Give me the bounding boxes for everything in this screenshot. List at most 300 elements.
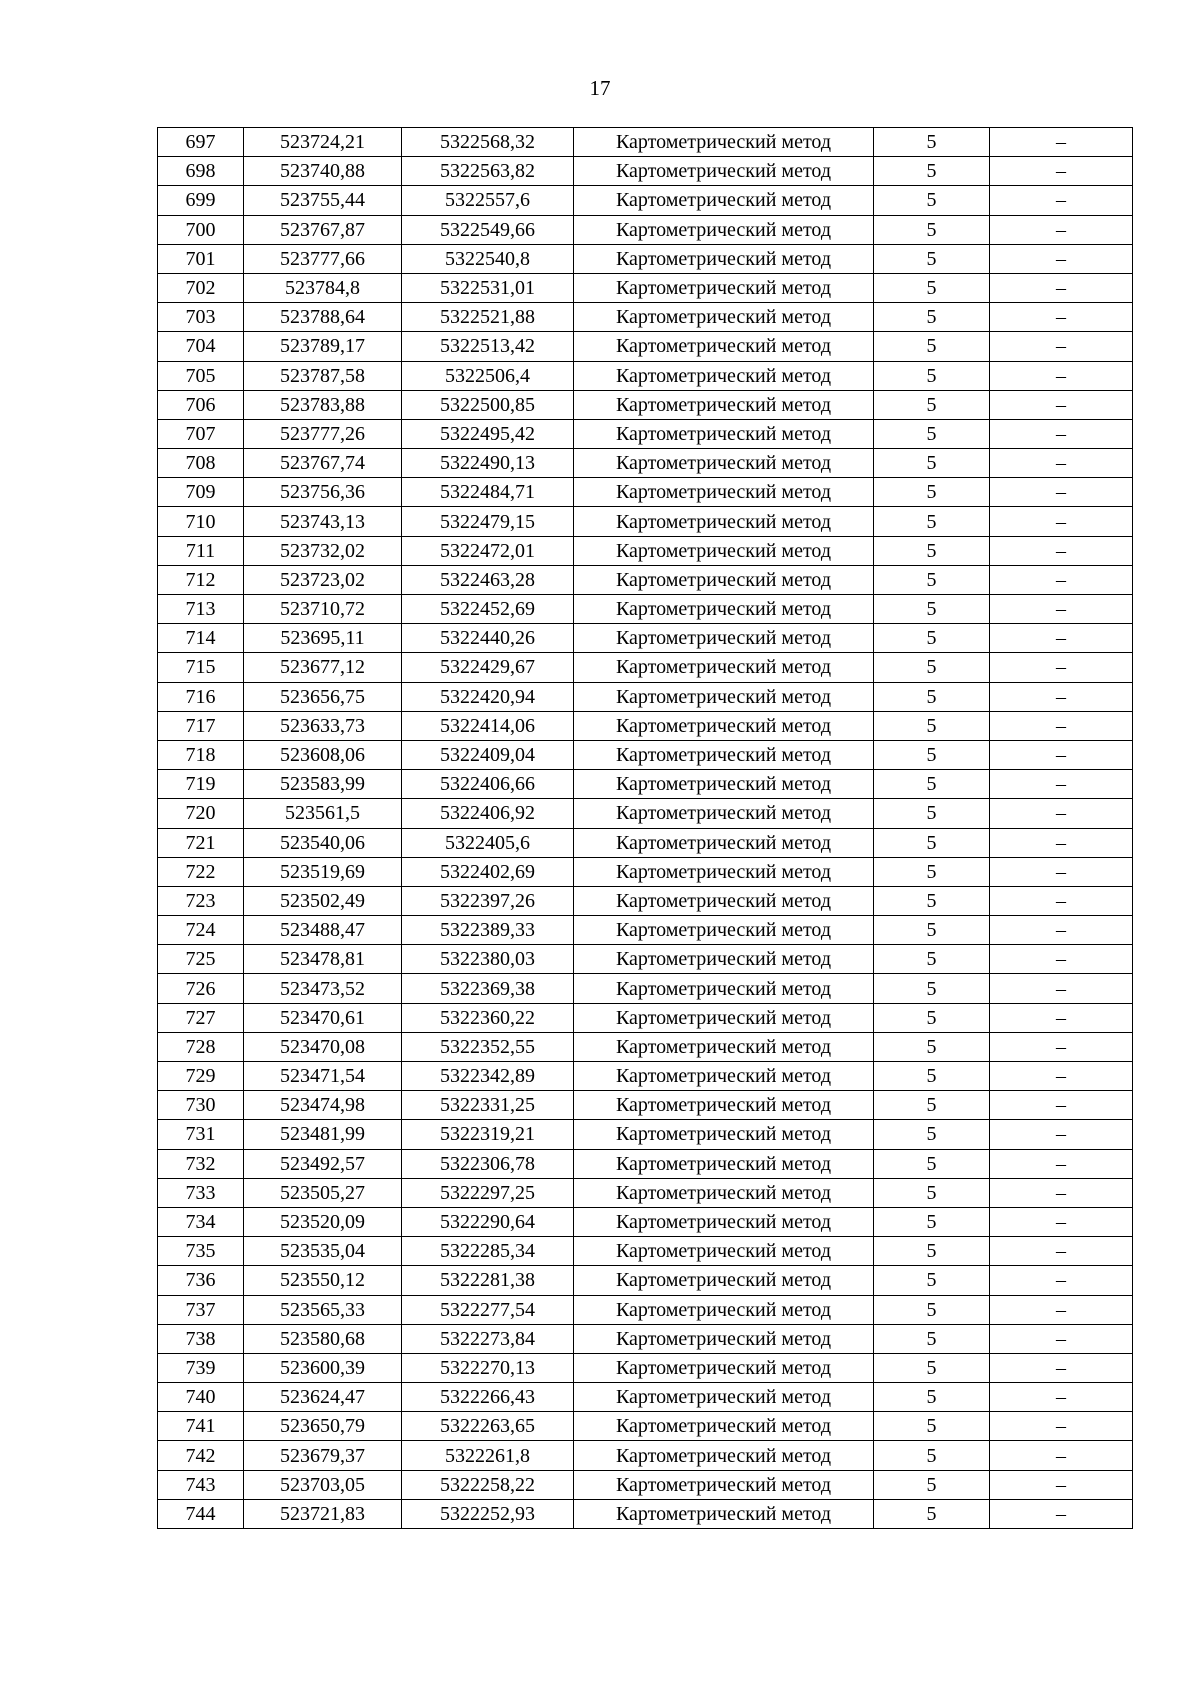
point-number-cell: 732 [158, 1149, 244, 1178]
y-coordinate-cell: 5322352,55 [402, 1032, 574, 1061]
x-coordinate-cell: 523756,36 [244, 478, 402, 507]
accuracy-cell: 5 [874, 1383, 990, 1412]
description-cell: – [990, 770, 1133, 799]
x-coordinate-cell: 523703,05 [244, 1470, 402, 1499]
x-coordinate-cell: 523755,44 [244, 186, 402, 215]
description-cell: – [990, 186, 1133, 215]
table-row [158, 390, 1133, 419]
accuracy-cell: 5 [874, 215, 990, 244]
point-number-cell: 708 [158, 449, 244, 478]
x-coordinate-cell: 523767,74 [244, 449, 402, 478]
method-cell: Картометрический метод [574, 1003, 874, 1032]
accuracy-cell: 5 [874, 1120, 990, 1149]
method-cell: Картометрический метод [574, 711, 874, 740]
point-number-cell: 727 [158, 1003, 244, 1032]
y-coordinate-cell: 5322397,26 [402, 886, 574, 915]
description-cell: – [990, 1032, 1133, 1061]
method-cell: Картометрический метод [574, 361, 874, 390]
y-coordinate-cell: 5322563,82 [402, 157, 574, 186]
table-row [158, 1266, 1133, 1295]
accuracy-cell: 5 [874, 1353, 990, 1382]
table-row [158, 1470, 1133, 1499]
point-number-cell: 710 [158, 507, 244, 536]
accuracy-cell: 5 [874, 390, 990, 419]
method-cell: Картометрический метод [574, 1324, 874, 1353]
y-coordinate-cell: 5322360,22 [402, 1003, 574, 1032]
method-cell: Картометрический метод [574, 653, 874, 682]
description-cell: – [990, 653, 1133, 682]
table-row [158, 536, 1133, 565]
table-row [158, 1295, 1133, 1324]
x-coordinate-cell: 523470,08 [244, 1032, 402, 1061]
accuracy-cell: 5 [874, 916, 990, 945]
x-coordinate-cell: 523583,99 [244, 770, 402, 799]
point-number-cell: 741 [158, 1412, 244, 1441]
method-cell: Картометрический метод [574, 624, 874, 653]
x-coordinate-cell: 523740,88 [244, 157, 402, 186]
y-coordinate-cell: 5322472,01 [402, 536, 574, 565]
x-coordinate-cell: 523677,12 [244, 653, 402, 682]
description-cell: – [990, 828, 1133, 857]
y-coordinate-cell: 5322277,54 [402, 1295, 574, 1324]
table-row [158, 244, 1133, 273]
description-cell: – [990, 624, 1133, 653]
point-number-cell: 729 [158, 1062, 244, 1091]
method-cell: Картометрический метод [574, 740, 874, 769]
x-coordinate-cell: 523470,61 [244, 1003, 402, 1032]
method-cell: Картометрический метод [574, 419, 874, 448]
method-cell: Картометрический метод [574, 828, 874, 857]
description-cell: – [990, 215, 1133, 244]
y-coordinate-cell: 5322513,42 [402, 332, 574, 361]
description-cell: – [990, 1178, 1133, 1207]
description-cell: – [990, 1237, 1133, 1266]
description-cell: – [990, 974, 1133, 1003]
y-coordinate-cell: 5322506,4 [402, 361, 574, 390]
accuracy-cell: 5 [874, 1324, 990, 1353]
y-coordinate-cell: 5322549,66 [402, 215, 574, 244]
point-number-cell: 711 [158, 536, 244, 565]
point-number-cell: 702 [158, 273, 244, 302]
y-coordinate-cell: 5322405,6 [402, 828, 574, 857]
y-coordinate-cell: 5322290,64 [402, 1207, 574, 1236]
point-number-cell: 707 [158, 419, 244, 448]
accuracy-cell: 5 [874, 1470, 990, 1499]
coordinates-table [157, 127, 1133, 1529]
y-coordinate-cell: 5322266,43 [402, 1383, 574, 1412]
x-coordinate-cell: 523502,49 [244, 886, 402, 915]
y-coordinate-cell: 5322331,25 [402, 1091, 574, 1120]
table-row [158, 565, 1133, 594]
x-coordinate-cell: 523565,33 [244, 1295, 402, 1324]
method-cell: Картометрический метод [574, 1178, 874, 1207]
y-coordinate-cell: 5322402,69 [402, 857, 574, 886]
accuracy-cell: 5 [874, 711, 990, 740]
y-coordinate-cell: 5322557,6 [402, 186, 574, 215]
y-coordinate-cell: 5322270,13 [402, 1353, 574, 1382]
description-cell: – [990, 1412, 1133, 1441]
description-cell: – [990, 857, 1133, 886]
table-row [158, 186, 1133, 215]
table-row [158, 1441, 1133, 1470]
description-cell: – [990, 916, 1133, 945]
y-coordinate-cell: 5322429,67 [402, 653, 574, 682]
description-cell: – [990, 682, 1133, 711]
x-coordinate-cell: 523492,57 [244, 1149, 402, 1178]
table-row [158, 653, 1133, 682]
table-row [158, 1353, 1133, 1382]
point-number-cell: 716 [158, 682, 244, 711]
method-cell: Картометрический метод [574, 303, 874, 332]
method-cell: Картометрический метод [574, 1295, 874, 1324]
table-row [158, 1062, 1133, 1091]
table-row [158, 799, 1133, 828]
accuracy-cell: 5 [874, 1062, 990, 1091]
description-cell: – [990, 1120, 1133, 1149]
method-cell: Картометрический метод [574, 1091, 874, 1120]
table-row [158, 1383, 1133, 1412]
accuracy-cell: 5 [874, 449, 990, 478]
table-row [158, 770, 1133, 799]
point-number-cell: 738 [158, 1324, 244, 1353]
description-cell: – [990, 449, 1133, 478]
accuracy-cell: 5 [874, 828, 990, 857]
point-number-cell: 703 [158, 303, 244, 332]
table-row [158, 507, 1133, 536]
table-row [158, 1324, 1133, 1353]
description-cell: – [990, 244, 1133, 273]
y-coordinate-cell: 5322479,15 [402, 507, 574, 536]
method-cell: Картометрический метод [574, 974, 874, 1003]
point-number-cell: 705 [158, 361, 244, 390]
method-cell: Картометрический метод [574, 507, 874, 536]
y-coordinate-cell: 5322258,22 [402, 1470, 574, 1499]
x-coordinate-cell: 523650,79 [244, 1412, 402, 1441]
x-coordinate-cell: 523679,37 [244, 1441, 402, 1470]
y-coordinate-cell: 5322281,38 [402, 1266, 574, 1295]
description-cell: – [990, 273, 1133, 302]
table-row [158, 215, 1133, 244]
method-cell: Картометрический метод [574, 449, 874, 478]
description-cell: – [990, 1324, 1133, 1353]
description-cell: – [990, 1003, 1133, 1032]
accuracy-cell: 5 [874, 740, 990, 769]
accuracy-cell: 5 [874, 303, 990, 332]
accuracy-cell: 5 [874, 1207, 990, 1236]
table-row [158, 1499, 1133, 1528]
accuracy-cell: 5 [874, 624, 990, 653]
y-coordinate-cell: 5322406,66 [402, 770, 574, 799]
point-number-cell: 698 [158, 157, 244, 186]
method-cell: Картометрический метод [574, 1499, 874, 1528]
method-cell: Картометрический метод [574, 536, 874, 565]
point-number-cell: 743 [158, 1470, 244, 1499]
y-coordinate-cell: 5322380,03 [402, 945, 574, 974]
method-cell: Картометрический метод [574, 1470, 874, 1499]
table-row [158, 1178, 1133, 1207]
y-coordinate-cell: 5322490,13 [402, 449, 574, 478]
accuracy-cell: 5 [874, 478, 990, 507]
point-number-cell: 706 [158, 390, 244, 419]
accuracy-cell: 5 [874, 565, 990, 594]
accuracy-cell: 5 [874, 186, 990, 215]
accuracy-cell: 5 [874, 536, 990, 565]
point-number-cell: 704 [158, 332, 244, 361]
accuracy-cell: 5 [874, 974, 990, 1003]
y-coordinate-cell: 5322273,84 [402, 1324, 574, 1353]
table-row [158, 1003, 1133, 1032]
x-coordinate-cell: 523783,88 [244, 390, 402, 419]
x-coordinate-cell: 523721,83 [244, 1499, 402, 1528]
description-cell: – [990, 1470, 1133, 1499]
x-coordinate-cell: 523624,47 [244, 1383, 402, 1412]
table-row [158, 1207, 1133, 1236]
accuracy-cell: 5 [874, 682, 990, 711]
x-coordinate-cell: 523777,26 [244, 419, 402, 448]
y-coordinate-cell: 5322568,32 [402, 128, 574, 157]
point-number-cell: 718 [158, 740, 244, 769]
table-row [158, 916, 1133, 945]
method-cell: Картометрический метод [574, 1120, 874, 1149]
y-coordinate-cell: 5322452,69 [402, 595, 574, 624]
method-cell: Картометрический метод [574, 186, 874, 215]
point-number-cell: 701 [158, 244, 244, 273]
description-cell: – [990, 128, 1133, 157]
method-cell: Картометрический метод [574, 565, 874, 594]
method-cell: Картометрический метод [574, 1237, 874, 1266]
point-number-cell: 733 [158, 1178, 244, 1207]
description-cell: – [990, 303, 1133, 332]
method-cell: Картометрический метод [574, 478, 874, 507]
method-cell: Картометрический метод [574, 595, 874, 624]
table-row [158, 1120, 1133, 1149]
description-cell: – [990, 361, 1133, 390]
x-coordinate-cell: 523478,81 [244, 945, 402, 974]
y-coordinate-cell: 5322285,34 [402, 1237, 574, 1266]
point-number-cell: 731 [158, 1120, 244, 1149]
x-coordinate-cell: 523777,66 [244, 244, 402, 273]
x-coordinate-cell: 523788,64 [244, 303, 402, 332]
point-number-cell: 734 [158, 1207, 244, 1236]
accuracy-cell: 5 [874, 332, 990, 361]
method-cell: Картометрический метод [574, 1149, 874, 1178]
point-number-cell: 723 [158, 886, 244, 915]
point-number-cell: 717 [158, 711, 244, 740]
accuracy-cell: 5 [874, 507, 990, 536]
accuracy-cell: 5 [874, 799, 990, 828]
accuracy-cell: 5 [874, 886, 990, 915]
point-number-cell: 737 [158, 1295, 244, 1324]
description-cell: – [990, 1499, 1133, 1528]
page-number: 17 [589, 76, 611, 100]
x-coordinate-cell: 523540,06 [244, 828, 402, 857]
accuracy-cell: 5 [874, 595, 990, 624]
table-row [158, 857, 1133, 886]
method-cell: Картометрический метод [574, 945, 874, 974]
method-cell: Картометрический метод [574, 1412, 874, 1441]
accuracy-cell: 5 [874, 1149, 990, 1178]
accuracy-cell: 5 [874, 1295, 990, 1324]
table-row [158, 1412, 1133, 1441]
table-row [158, 303, 1133, 332]
x-coordinate-cell: 523474,98 [244, 1091, 402, 1120]
x-coordinate-cell: 523471,54 [244, 1062, 402, 1091]
accuracy-cell: 5 [874, 1032, 990, 1061]
x-coordinate-cell: 523561,5 [244, 799, 402, 828]
point-number-cell: 722 [158, 857, 244, 886]
table-row [158, 361, 1133, 390]
method-cell: Картометрический метод [574, 682, 874, 711]
description-cell: – [990, 595, 1133, 624]
x-coordinate-cell: 523488,47 [244, 916, 402, 945]
description-cell: – [990, 1207, 1133, 1236]
accuracy-cell: 5 [874, 273, 990, 302]
y-coordinate-cell: 5322297,25 [402, 1178, 574, 1207]
accuracy-cell: 5 [874, 1412, 990, 1441]
description-cell: – [990, 886, 1133, 915]
table-row [158, 595, 1133, 624]
x-coordinate-cell: 523608,06 [244, 740, 402, 769]
description-cell: – [990, 799, 1133, 828]
y-coordinate-cell: 5322463,28 [402, 565, 574, 594]
description-cell: – [990, 478, 1133, 507]
method-cell: Картометрический метод [574, 1353, 874, 1382]
y-coordinate-cell: 5322263,65 [402, 1412, 574, 1441]
point-number-cell: 736 [158, 1266, 244, 1295]
point-number-cell: 721 [158, 828, 244, 857]
table-row [158, 449, 1133, 478]
point-number-cell: 740 [158, 1383, 244, 1412]
accuracy-cell: 5 [874, 419, 990, 448]
x-coordinate-cell: 523535,04 [244, 1237, 402, 1266]
y-coordinate-cell: 5322261,8 [402, 1441, 574, 1470]
description-cell: – [990, 507, 1133, 536]
y-coordinate-cell: 5322342,89 [402, 1062, 574, 1091]
table-row [158, 1149, 1133, 1178]
x-coordinate-cell: 523519,69 [244, 857, 402, 886]
accuracy-cell: 5 [874, 244, 990, 273]
y-coordinate-cell: 5322409,04 [402, 740, 574, 769]
point-number-cell: 715 [158, 653, 244, 682]
description-cell: – [990, 945, 1133, 974]
accuracy-cell: 5 [874, 128, 990, 157]
point-number-cell: 735 [158, 1237, 244, 1266]
method-cell: Картометрический метод [574, 1266, 874, 1295]
method-cell: Картометрический метод [574, 1207, 874, 1236]
point-number-cell: 725 [158, 945, 244, 974]
description-cell: – [990, 419, 1133, 448]
description-cell: – [990, 1062, 1133, 1091]
point-number-cell: 719 [158, 770, 244, 799]
x-coordinate-cell: 523550,12 [244, 1266, 402, 1295]
table-row [158, 419, 1133, 448]
accuracy-cell: 5 [874, 770, 990, 799]
description-cell: – [990, 1383, 1133, 1412]
y-coordinate-cell: 5322531,01 [402, 273, 574, 302]
method-cell: Картометрический метод [574, 886, 874, 915]
description-cell: – [990, 1266, 1133, 1295]
table-row [158, 273, 1133, 302]
accuracy-cell: 5 [874, 361, 990, 390]
x-coordinate-cell: 523505,27 [244, 1178, 402, 1207]
x-coordinate-cell: 523481,99 [244, 1120, 402, 1149]
method-cell: Картометрический метод [574, 1062, 874, 1091]
method-cell: Картометрический метод [574, 770, 874, 799]
method-cell: Картометрический метод [574, 1441, 874, 1470]
point-number-cell: 712 [158, 565, 244, 594]
method-cell: Картометрический метод [574, 916, 874, 945]
description-cell: – [990, 536, 1133, 565]
table-row [158, 945, 1133, 974]
accuracy-cell: 5 [874, 653, 990, 682]
y-coordinate-cell: 5322420,94 [402, 682, 574, 711]
x-coordinate-cell: 523580,68 [244, 1324, 402, 1353]
x-coordinate-cell: 523789,17 [244, 332, 402, 361]
method-cell: Картометрический метод [574, 244, 874, 273]
y-coordinate-cell: 5322369,38 [402, 974, 574, 1003]
y-coordinate-cell: 5322389,33 [402, 916, 574, 945]
point-number-cell: 713 [158, 595, 244, 624]
description-cell: – [990, 565, 1133, 594]
point-number-cell: 730 [158, 1091, 244, 1120]
x-coordinate-cell: 523600,39 [244, 1353, 402, 1382]
table-row [158, 478, 1133, 507]
x-coordinate-cell: 523723,02 [244, 565, 402, 594]
x-coordinate-cell: 523520,09 [244, 1207, 402, 1236]
x-coordinate-cell: 523473,52 [244, 974, 402, 1003]
method-cell: Картометрический метод [574, 857, 874, 886]
accuracy-cell: 5 [874, 1441, 990, 1470]
table-row [158, 711, 1133, 740]
x-coordinate-cell: 523633,73 [244, 711, 402, 740]
x-coordinate-cell: 523656,75 [244, 682, 402, 711]
table-row [158, 157, 1133, 186]
y-coordinate-cell: 5322406,92 [402, 799, 574, 828]
method-cell: Картометрический метод [574, 215, 874, 244]
table-row [158, 828, 1133, 857]
table-row [158, 1032, 1133, 1061]
x-coordinate-cell: 523784,8 [244, 273, 402, 302]
description-cell: – [990, 332, 1133, 361]
y-coordinate-cell: 5322252,93 [402, 1499, 574, 1528]
y-coordinate-cell: 5322306,78 [402, 1149, 574, 1178]
accuracy-cell: 5 [874, 1266, 990, 1295]
y-coordinate-cell: 5322540,8 [402, 244, 574, 273]
x-coordinate-cell: 523732,02 [244, 536, 402, 565]
description-cell: – [990, 711, 1133, 740]
accuracy-cell: 5 [874, 1237, 990, 1266]
y-coordinate-cell: 5322484,71 [402, 478, 574, 507]
description-cell: – [990, 390, 1133, 419]
accuracy-cell: 5 [874, 1003, 990, 1032]
point-number-cell: 697 [158, 128, 244, 157]
point-number-cell: 726 [158, 974, 244, 1003]
description-cell: – [990, 1091, 1133, 1120]
table-row [158, 886, 1133, 915]
accuracy-cell: 5 [874, 1178, 990, 1207]
y-coordinate-cell: 5322495,42 [402, 419, 574, 448]
description-cell: – [990, 1441, 1133, 1470]
table-row [158, 682, 1133, 711]
point-number-cell: 709 [158, 478, 244, 507]
point-number-cell: 744 [158, 1499, 244, 1528]
method-cell: Картометрический метод [574, 390, 874, 419]
table-row [158, 624, 1133, 653]
method-cell: Картометрический метод [574, 799, 874, 828]
point-number-cell: 700 [158, 215, 244, 244]
point-number-cell: 714 [158, 624, 244, 653]
accuracy-cell: 5 [874, 1499, 990, 1528]
